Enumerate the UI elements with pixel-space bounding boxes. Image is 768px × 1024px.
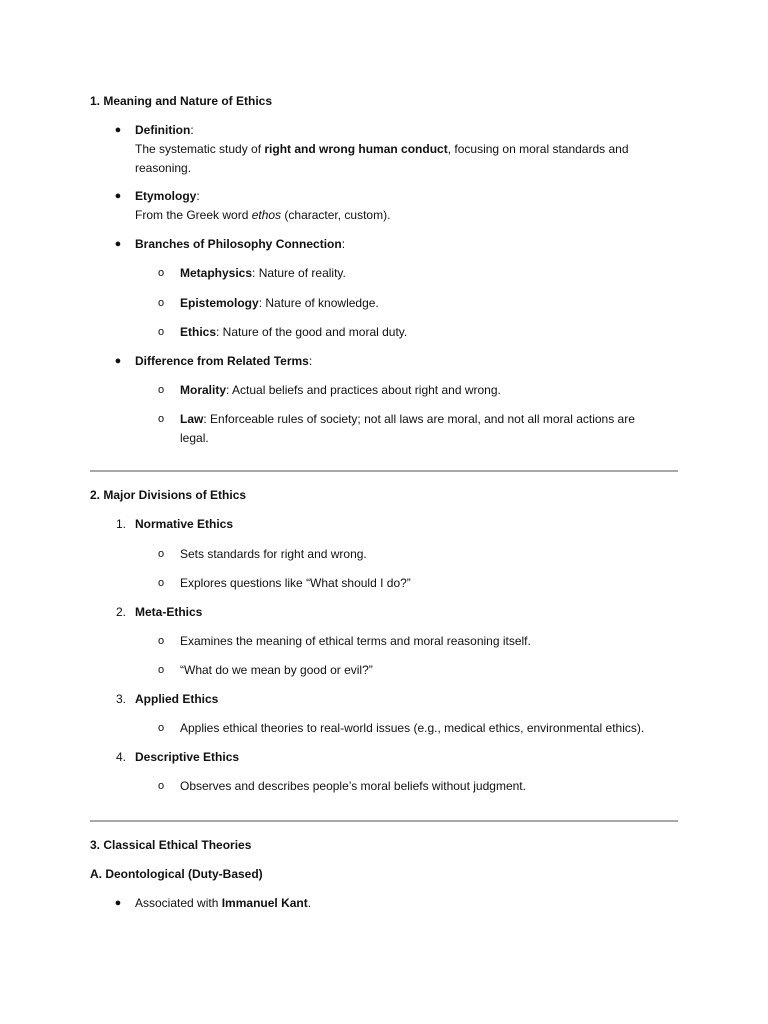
kant-item xyxy=(135,894,675,913)
kant-prefix: Associated with xyxy=(135,896,222,910)
definition-term: Definition xyxy=(135,123,191,137)
difference-term-law: Law xyxy=(180,412,204,426)
colon: : xyxy=(341,237,346,251)
division-title-normative: Normative Ethics xyxy=(135,517,234,531)
difference-item xyxy=(135,352,675,371)
sub-bullet: o xyxy=(157,384,165,396)
definition-line2: reasoning. xyxy=(135,161,192,175)
section-divider xyxy=(90,470,678,472)
bullet: ● xyxy=(114,238,122,250)
branch-text: : Nature of knowledge. xyxy=(258,296,379,310)
division-point: Observes and describes people’s moral beliefs without judgment. xyxy=(180,779,526,793)
bullet: ● xyxy=(114,897,122,909)
section-1-heading: 1. Meaning and Nature of Ethics xyxy=(90,94,273,108)
difference-text: : Enforceable rules of society; not all laws are moral, and not all moral actions are xyxy=(203,412,635,426)
division-point: Applies ethical theories to real-world issues (e.g., medical ethics, environmental ethics). xyxy=(180,721,645,735)
bullet: ● xyxy=(114,355,122,367)
division-point: “What do we mean by good or evil?” xyxy=(180,663,373,677)
sub-bullet: o xyxy=(157,548,165,560)
definition-item xyxy=(135,121,675,178)
sub-bullet: o xyxy=(157,297,165,309)
branch-epistemology xyxy=(180,294,675,313)
difference-law xyxy=(180,410,675,448)
section-divider xyxy=(90,820,678,822)
section-2-heading: 2. Major Divisions of Ethics xyxy=(90,488,247,502)
branch-ethics xyxy=(180,323,675,342)
sub-bullet: o xyxy=(157,267,165,279)
bullet: ● xyxy=(114,124,122,136)
colon: : xyxy=(308,354,313,368)
list-number: 2. xyxy=(115,605,126,619)
bullet: ● xyxy=(114,190,122,202)
difference-text-line2: legal. xyxy=(180,431,209,445)
definition-emphasis: right and wrong human conduct xyxy=(264,142,448,156)
etymology-suffix: (character, custom). xyxy=(281,208,391,222)
section-3-subheading: A. Deontological (Duty-Based) xyxy=(90,867,263,881)
branch-text: : Nature of the good and moral duty. xyxy=(216,325,408,339)
colon: : xyxy=(196,189,200,203)
branch-metaphysics xyxy=(180,264,675,283)
division-title-descriptive: Descriptive Ethics xyxy=(135,750,240,764)
branches-term: Branches of Philosophy Connection xyxy=(135,237,342,251)
difference-morality xyxy=(180,381,675,400)
etymology-word: ethos xyxy=(251,208,282,222)
definition-suffix: , focusing on moral standards and xyxy=(447,142,629,156)
list-number: 4. xyxy=(115,750,126,764)
division-point: Explores questions like “What should I do?” xyxy=(180,576,411,590)
kant-name: Immanuel Kant xyxy=(221,896,308,910)
branch-text: : Nature of reality. xyxy=(252,266,346,280)
division-title-meta: Meta-Ethics xyxy=(135,605,203,619)
division-point: Examines the meaning of ethical terms and moral reasoning itself. xyxy=(180,634,531,648)
list-number: 1. xyxy=(115,517,126,531)
sub-bullet: o xyxy=(157,780,165,792)
branch-term: Ethics xyxy=(180,325,217,339)
division-title-applied: Applied Ethics xyxy=(135,692,219,706)
etymology-term: Etymology xyxy=(135,189,197,203)
sub-bullet: o xyxy=(157,722,165,734)
branch-term: Epistemology xyxy=(180,296,259,310)
difference-term: Difference from Related Terms xyxy=(135,354,309,368)
difference-term-morality: Morality xyxy=(180,383,227,397)
section-3-heading: 3. Classical Ethical Theories xyxy=(90,838,252,852)
sub-bullet: o xyxy=(157,635,165,647)
colon: : xyxy=(190,123,194,137)
etymology-item xyxy=(135,187,675,225)
kant-suffix: . xyxy=(307,896,312,910)
sub-bullet: o xyxy=(157,326,165,338)
sub-bullet: o xyxy=(157,413,165,425)
difference-text: : Actual beliefs and practices about right and wrong. xyxy=(226,383,501,397)
definition-prefix: The systematic study of xyxy=(135,142,265,156)
branches-item xyxy=(135,235,675,254)
list-number: 3. xyxy=(115,692,126,706)
etymology-prefix: From the Greek word xyxy=(135,208,252,222)
sub-bullet: o xyxy=(157,664,165,676)
branch-term: Metaphysics xyxy=(180,266,253,280)
sub-bullet: o xyxy=(157,577,165,589)
division-point: Sets standards for right and wrong. xyxy=(180,547,367,561)
